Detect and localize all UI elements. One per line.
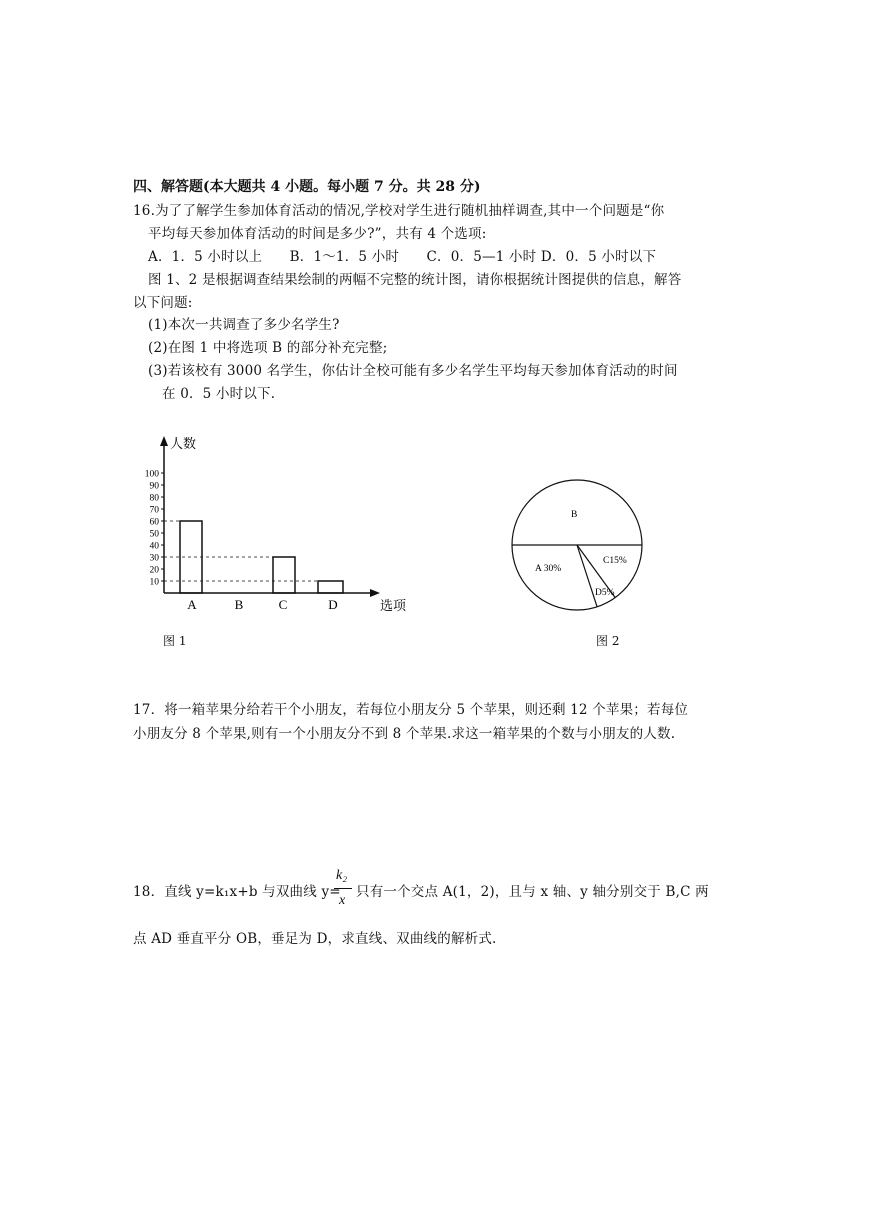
category-label-b: B [234, 597, 244, 612]
q16-line1: 16.为了了解学生参加体育活动的情况,学校对学生进行随机抽样调查,其中一个问题是“你 [133, 203, 665, 219]
bar-chart-axes [160, 436, 380, 597]
bar-chart-ylabel: 人数 [170, 436, 197, 451]
q16-line4: 以下问题: [133, 295, 193, 311]
y-axis-arrow [160, 436, 168, 446]
y-tick-label: 50 [149, 529, 159, 540]
q16-options: A．1．5 小时以上 B．1～1．5 小时 C．0．5—1 小时 D．0．5 小时以下 [148, 249, 657, 265]
q16-sub1: (1)本次一共调查了多少名学生? [148, 317, 340, 333]
pie-chart-labels [535, 510, 627, 598]
q18-suffix: 只有一个交点 A(1，2)，且与 x 轴、y 轴分别交于 B,C 两 [356, 884, 709, 900]
q16-line3: 图 1、2 是根据调查结果绘制的两幅不完整的统计图，请你根据统计图提供的信息，解答 [148, 272, 682, 288]
pie-chart-dividers [512, 545, 642, 607]
y-tick-label: 100 [144, 469, 159, 480]
bar-chart-xlabel: 选项 [380, 598, 407, 613]
pie-label-d: D5% [595, 588, 615, 598]
bar-chart-y-ticks [145, 470, 164, 588]
y-tick-label: 90 [149, 481, 159, 492]
y-tick-label: 70 [149, 505, 159, 516]
q16-sub3a: (3)若该校有 3000 名学生，你估计全校可能有多少名学生平均每天参加体育活动的时间 [148, 363, 678, 379]
category-label-d: D [328, 597, 338, 612]
pie-label-c: C15% [603, 556, 627, 566]
q16-sub3b: 在 0．5 小时以下. [162, 386, 276, 402]
figure2-caption: 图 2 [596, 634, 620, 648]
y-tick-label: 10 [149, 577, 159, 588]
category-label-a: A [187, 597, 197, 612]
bar-d [318, 581, 343, 593]
q18-line2: 点 AD 垂直平分 OB，垂足为 D，求直线、双曲线的解析式. [133, 931, 497, 947]
pie-label-a: A 30% [535, 564, 562, 574]
q16-line2: 平均每天参加体育活动的时间是多少?”，共有 4 个选项: [148, 226, 487, 242]
pie-label-b: B [571, 510, 578, 520]
section-heading: 四、解答题(本大题共 4 小题。每小题 7 分。共 28 分) [133, 179, 481, 195]
bar-chart [140, 430, 430, 620]
q17-line1: 17．将一箱苹果分给若干个小朋友，若每位小朋友分 5 个苹果，则还剩 12 个苹果；若每位 [133, 702, 689, 718]
pie-chart [505, 475, 650, 620]
category-label-c: C [278, 597, 288, 612]
fraction-bar [334, 888, 352, 889]
fraction-denominator: x [339, 893, 346, 908]
bar-chart-categories [187, 597, 337, 612]
y-tick-label: 80 [149, 493, 159, 504]
bar-c [273, 557, 295, 593]
x-axis-arrow [370, 589, 380, 597]
y-tick-label: 60 [149, 517, 159, 528]
fraction-numerator: k₂ [336, 868, 348, 883]
q17-line2: 小朋友分 8 个苹果,则有一个小朋友分不到 8 个苹果.求这一箱苹果的个数与小朋友的人数. [133, 726, 676, 742]
q18-prefix: 18．直线 y=k₁x+b 与双曲线 y= [133, 884, 341, 900]
y-tick-label: 40 [149, 541, 159, 552]
q16-sub2: (2)在图 1 中将选项 B 的部分补充完整; [148, 340, 388, 356]
y-tick-label: 30 [149, 553, 159, 564]
y-tick-label: 20 [149, 565, 159, 576]
figure1-caption: 图 1 [163, 634, 187, 648]
